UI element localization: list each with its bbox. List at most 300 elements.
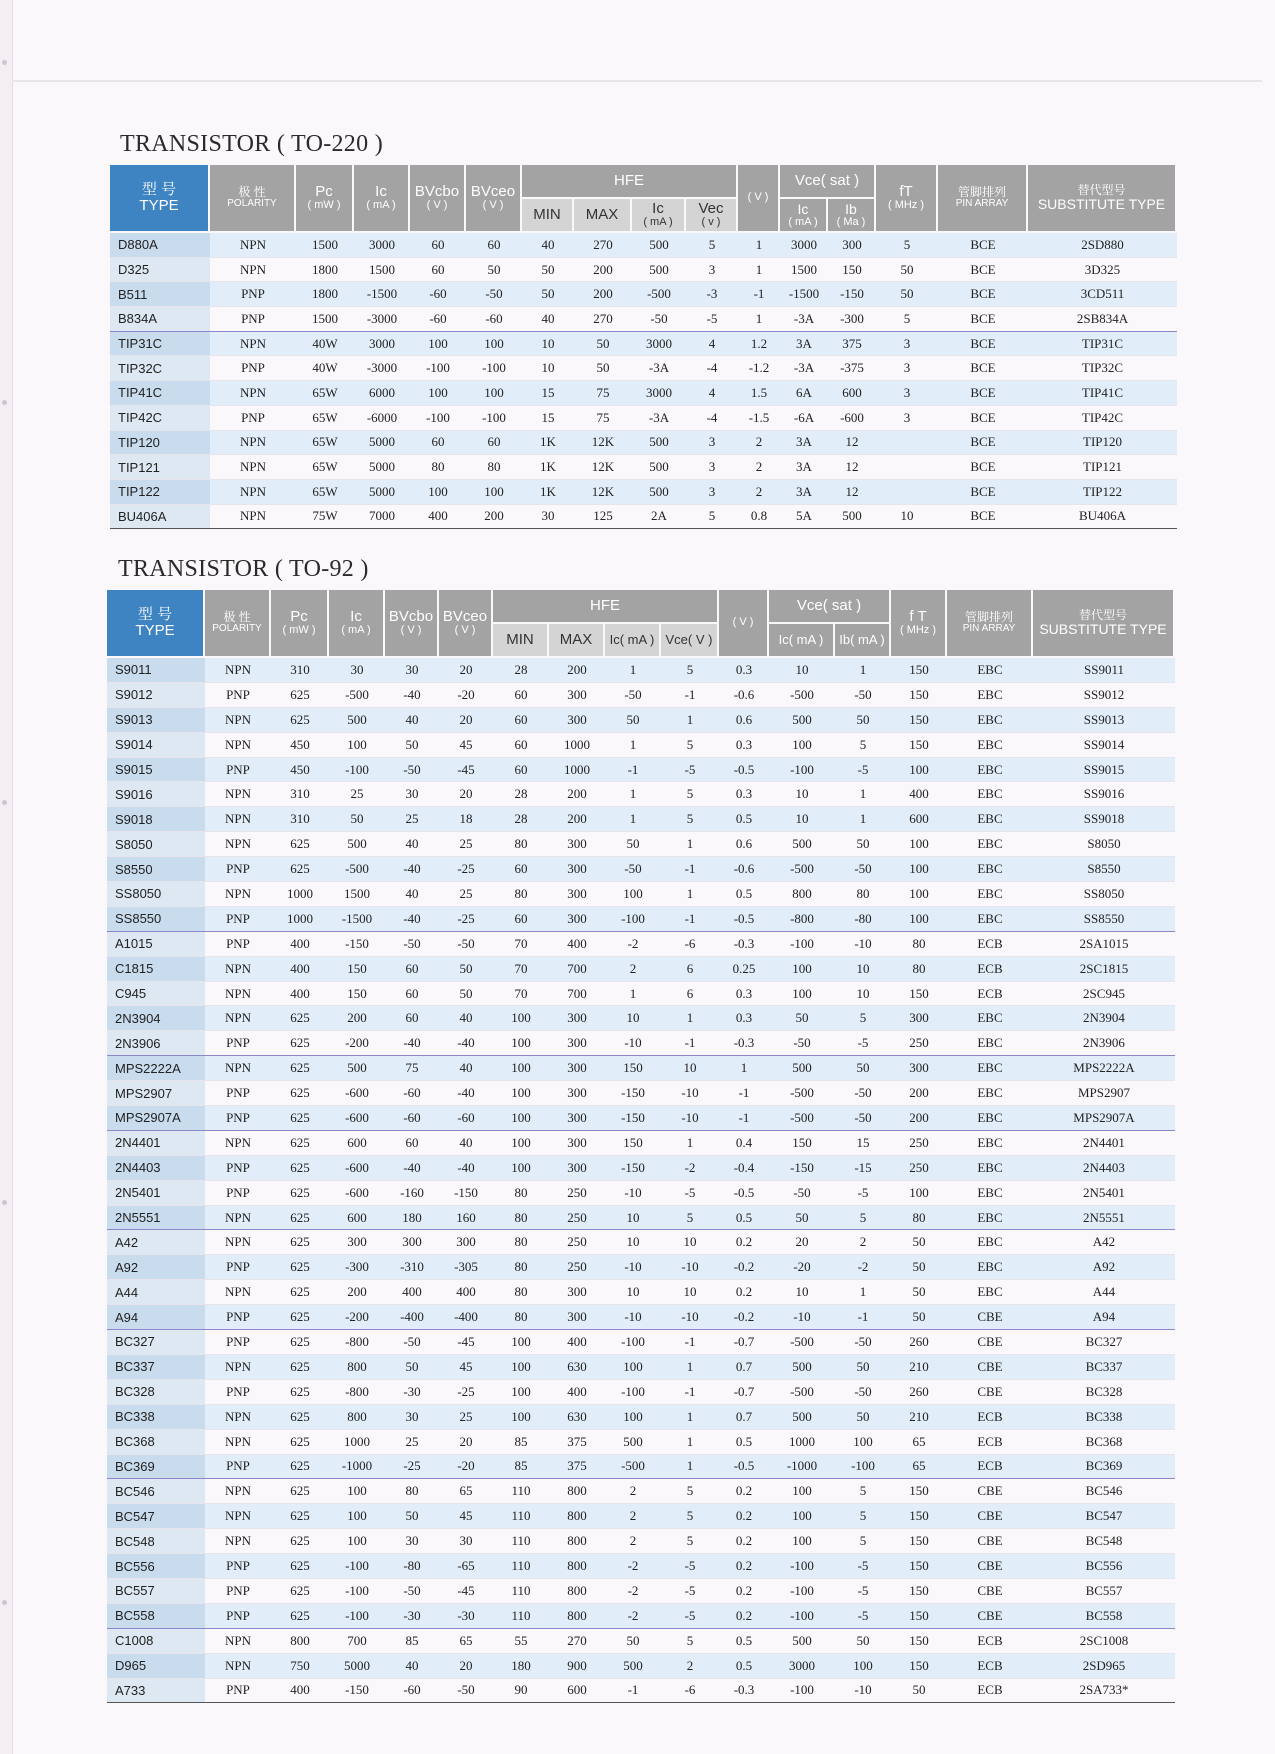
pin-array-cell: EBC (947, 907, 1033, 932)
hfe-max-cell: 125 (574, 505, 632, 530)
hfe-max-cell: 700 (549, 957, 605, 982)
vce-v-cell: -0.3 (719, 1679, 769, 1704)
ic-cell: -800 (329, 1330, 385, 1355)
type-cell: BC328 (107, 1380, 205, 1405)
ft-cell: 250 (891, 1156, 947, 1181)
ft-cell: 65 (891, 1455, 947, 1480)
hfe-max-cell: 400 (549, 1330, 605, 1355)
hfe-max-cell: 630 (549, 1405, 605, 1430)
bvcbo-cell: -30 (385, 1604, 439, 1629)
polarity-cell: NPN (210, 233, 296, 258)
bvceo-cell: -60 (466, 307, 522, 332)
hfe-max-cell: 300 (549, 1106, 605, 1131)
vce-v-cell: 0.3 (719, 1006, 769, 1031)
sat-ib-cell: -80 (835, 907, 891, 932)
hfe-max-cell: 250 (549, 1206, 605, 1231)
hfe-min-cell: 60 (493, 907, 549, 932)
pin-array-cell: EBC (947, 882, 1033, 907)
ic-cell: 100 (329, 1504, 385, 1529)
hfe-max-cell: 250 (549, 1181, 605, 1206)
pin-array-cell: CBE (947, 1380, 1033, 1405)
sat-ib-cell: 10 (835, 982, 891, 1007)
hfe-ic-cell: 500 (632, 233, 686, 258)
bvcbo-header: BVcbo ( V ) (385, 590, 439, 658)
bvceo-cell: 40 (439, 1056, 493, 1081)
pc-cell: 310 (271, 782, 329, 807)
pin-array-cell: EBC (947, 708, 1033, 733)
hfe-max-cell: 300 (549, 882, 605, 907)
polarity-cell: PNP (210, 307, 296, 332)
substitute-cell: A94 (1033, 1305, 1175, 1330)
hfe-min-cell: 15 (522, 406, 574, 431)
hfe-ic-cell: -500 (605, 1455, 661, 1480)
hfe-min-cell: 100 (493, 1405, 549, 1430)
sat-ic-cell: -100 (769, 758, 835, 783)
hfe-ic-cell: -10 (605, 1305, 661, 1330)
substitute-cell: TIP42C (1028, 406, 1177, 431)
substitute-cell: 3D325 (1028, 258, 1177, 283)
ic-cell: 100 (329, 1529, 385, 1554)
vce-v-cell: -1.5 (738, 406, 780, 431)
hfe-v-cell: 4 (686, 381, 738, 406)
bvcbo-cell: 40 (385, 1654, 439, 1679)
pin-array-cell: ECB (947, 1654, 1033, 1679)
vce-v-cell: -0.3 (719, 1031, 769, 1056)
bvcbo-cell: -30 (385, 1380, 439, 1405)
vce-v-cell: 0.3 (719, 658, 769, 683)
hfe-min-cell: 110 (493, 1554, 549, 1579)
hfe-v-cell: -5 (661, 1181, 719, 1206)
table-row (107, 1579, 1175, 1604)
vce-v-cell: 2 (738, 480, 780, 505)
hfe-ic-cell: -150 (605, 1081, 661, 1106)
type-cell: S9016 (107, 782, 205, 807)
substitute-cell: BC328 (1033, 1380, 1175, 1405)
hfe-v-cell: 1 (661, 1355, 719, 1380)
sat-ib-cell: -10 (835, 1679, 891, 1704)
hfe-v-cell: 5 (661, 733, 719, 758)
ft-cell: 5 (876, 307, 938, 332)
hfe-max-cell: 800 (549, 1579, 605, 1604)
hfe-max-cell: 75 (574, 381, 632, 406)
hfe-max-cell: 800 (549, 1554, 605, 1579)
type-cell: A92 (107, 1255, 205, 1280)
to220-table-body (110, 233, 1177, 529)
table-row (107, 1455, 1175, 1480)
hfe-min-cell: 110 (493, 1604, 549, 1629)
bvcbo-cell: 80 (410, 455, 466, 480)
pc-cell: 625 (271, 683, 329, 708)
pin-array-cell: EBC (947, 1031, 1033, 1056)
hfe-min-header: MIN (493, 624, 549, 658)
bvcbo-cell: -40 (385, 1031, 439, 1056)
pc-cell: 625 (271, 857, 329, 882)
to220-spec-table (110, 165, 1177, 529)
hfe-ic-cell: -10 (605, 1255, 661, 1280)
type-cell: 2N3906 (107, 1031, 205, 1056)
bvcbo-cell: -40 (385, 683, 439, 708)
pc-cell: 625 (271, 1131, 329, 1156)
type-cell: BC556 (107, 1554, 205, 1579)
hfe-max-cell: 75 (574, 406, 632, 431)
polarity-cell: NPN (210, 258, 296, 283)
type-cell: D325 (110, 258, 210, 283)
substitute-cell: BC547 (1033, 1504, 1175, 1529)
pin-array-cell: BCE (938, 431, 1028, 456)
sat-ib-cell: -2 (835, 1255, 891, 1280)
pin-array-cell: EBC (947, 807, 1033, 832)
sat-ib-header: Ib( mA ) (835, 624, 891, 658)
sat-ic-cell: 50 (769, 1006, 835, 1031)
bvcbo-cell: -160 (385, 1181, 439, 1206)
polarity-cell: PNP (205, 1255, 271, 1280)
bvceo-cell: 60 (466, 431, 522, 456)
ft-cell: 300 (891, 1006, 947, 1031)
to92-table-body (107, 658, 1175, 1703)
substitute-cell: BC546 (1033, 1479, 1175, 1504)
table-row (107, 1629, 1175, 1654)
polarity-cell: NPN (205, 658, 271, 683)
polarity-cell: PNP (205, 1081, 271, 1106)
hfe-ic-cell: 100 (605, 1355, 661, 1380)
table-row (110, 282, 1177, 307)
ft-cell: 250 (891, 1031, 947, 1056)
table-row (110, 431, 1177, 456)
pc-cell: 625 (271, 1006, 329, 1031)
sat-ib-cell: 100 (835, 1430, 891, 1455)
vce-v-cell: 0.2 (719, 1554, 769, 1579)
sat-ic-cell: 6A (780, 381, 828, 406)
type-cell: TIP42C (110, 406, 210, 431)
polarity-cell: PNP (210, 356, 296, 381)
sat-ic-cell: -150 (769, 1156, 835, 1181)
type-cell: S9013 (107, 708, 205, 733)
hfe-ic-cell: 500 (605, 1430, 661, 1455)
table-row (107, 807, 1175, 832)
hfe-min-cell: 80 (493, 1280, 549, 1305)
type-cell: 2N5401 (107, 1181, 205, 1206)
ft-cell: 65 (891, 1430, 947, 1455)
hfe-ic-cell: 150 (605, 1056, 661, 1081)
bvceo-cell: -100 (466, 406, 522, 431)
bvcbo-cell: -60 (410, 282, 466, 307)
pin-array-cell: EBC (947, 758, 1033, 783)
vce-v-cell: 1 (738, 233, 780, 258)
ic-cell: -200 (329, 1305, 385, 1330)
sat-ib-cell: -50 (835, 1081, 891, 1106)
pc-cell: 625 (271, 1380, 329, 1405)
hfe-header: HFE (493, 590, 719, 624)
hfe-ic-cell: 2 (605, 1504, 661, 1529)
sat-ic-cell: -500 (769, 683, 835, 708)
hfe-v-cell: 5 (686, 505, 738, 530)
hfe-min-cell: 28 (493, 658, 549, 683)
type-cell: 2N4403 (107, 1156, 205, 1181)
pc-cell: 625 (271, 1255, 329, 1280)
hfe-min-cell: 60 (493, 708, 549, 733)
hfe-ic-cell: 10 (605, 1006, 661, 1031)
hfe-min-cell: 1K (522, 431, 574, 456)
hfe-min-cell: 180 (493, 1654, 549, 1679)
pin-array-cell: BCE (938, 480, 1028, 505)
ic-cell: 200 (329, 1280, 385, 1305)
type-cell: SS8050 (107, 882, 205, 907)
ic-cell: 300 (329, 1230, 385, 1255)
type-cell: S9012 (107, 683, 205, 708)
ic-cell: 1500 (329, 882, 385, 907)
hfe-max-cell: 12K (574, 480, 632, 505)
sat-ib-cell: 50 (835, 1405, 891, 1430)
polarity-cell: NPN (205, 982, 271, 1007)
polarity-header: 极 性 POLARITY (210, 165, 296, 233)
polarity-cell: NPN (205, 708, 271, 733)
hfe-min-cell: 1K (522, 480, 574, 505)
bvceo-cell: 100 (466, 381, 522, 406)
hfe-ic-cell: -3A (632, 356, 686, 381)
type-cell: TIP121 (110, 455, 210, 480)
binding-hole (2, 1600, 7, 1605)
pc-cell: 1500 (296, 307, 354, 332)
substitute-cell: 2N3906 (1033, 1031, 1175, 1056)
substitute-cell: BC327 (1033, 1330, 1175, 1355)
polarity-cell: NPN (210, 455, 296, 480)
bvceo-cell: -25 (439, 907, 493, 932)
hfe-min-cell: 50 (522, 282, 574, 307)
sat-ic-cell: 100 (769, 1529, 835, 1554)
sat-ib-cell: 1 (835, 807, 891, 832)
hfe-v-cell: 1 (661, 1455, 719, 1480)
ic-cell: 700 (329, 1629, 385, 1654)
hfe-ic-cell: -3A (632, 406, 686, 431)
ft-cell: 260 (891, 1380, 947, 1405)
type-cell: C1815 (107, 957, 205, 982)
sat-ib-cell: 1 (835, 782, 891, 807)
sat-ic-cell: 10 (769, 658, 835, 683)
hfe-v-cell: -1 (661, 1031, 719, 1056)
bvceo-cell: 100 (466, 332, 522, 357)
to220-title: TRANSISTOR ( TO-220 ) (120, 131, 383, 157)
vce-v-cell: -0.6 (719, 683, 769, 708)
bvcbo-cell: 40 (385, 708, 439, 733)
type-cell: B834A (110, 307, 210, 332)
type-cell: A1015 (107, 932, 205, 957)
vce-v-cell: 0.5 (719, 1206, 769, 1231)
bvceo-cell: -20 (439, 683, 493, 708)
hfe-v-cell: -1 (661, 857, 719, 882)
bvceo-cell: 45 (439, 733, 493, 758)
vce-v-cell: 0.5 (719, 1654, 769, 1679)
pin-array-cell: ECB (947, 1405, 1033, 1430)
sat-ib-cell: 50 (835, 1629, 891, 1654)
vce-v-cell: -0.2 (719, 1255, 769, 1280)
vce-v-cell: 0.2 (719, 1529, 769, 1554)
pin-array-cell: CBE (947, 1579, 1033, 1604)
type-cell: S9011 (107, 658, 205, 683)
type-cell: S9015 (107, 758, 205, 783)
substitute-cell: MPS2907A (1033, 1106, 1175, 1131)
polarity-cell: NPN (205, 1056, 271, 1081)
substitute-cell: 2N4401 (1033, 1131, 1175, 1156)
ic-cell: 5000 (354, 480, 410, 505)
sat-ib-cell: 1 (835, 1280, 891, 1305)
polarity-cell: NPN (205, 1405, 271, 1430)
hfe-v-cell: 6 (661, 957, 719, 982)
bvcbo-cell: -40 (385, 857, 439, 882)
pin-array-cell: EBC (947, 1230, 1033, 1255)
bvceo-cell: 20 (439, 1654, 493, 1679)
ic-cell: -150 (329, 932, 385, 957)
vce-v-cell: 0.2 (719, 1280, 769, 1305)
sat-ic-cell: 5A (780, 505, 828, 530)
pc-cell: 625 (271, 1455, 329, 1480)
pin-array-cell: EBC (947, 1255, 1033, 1280)
ic-cell: -100 (329, 1579, 385, 1604)
substitute-cell: 2SA733* (1033, 1679, 1175, 1704)
hfe-v-cell: 3 (686, 431, 738, 456)
sat-ib-cell: -50 (835, 1106, 891, 1131)
substitute-cell: A44 (1033, 1280, 1175, 1305)
pin-array-cell: BCE (938, 406, 1028, 431)
ic-cell: -500 (329, 683, 385, 708)
pc-cell: 65W (296, 455, 354, 480)
hfe-v-cell: 5 (686, 233, 738, 258)
ic-cell: -300 (329, 1255, 385, 1280)
vce-v-cell: 0.3 (719, 782, 769, 807)
polarity-cell: PNP (205, 1455, 271, 1480)
sat-ib-cell: -50 (835, 683, 891, 708)
pin-array-cell: EBC (947, 1206, 1033, 1231)
pc-cell: 310 (271, 807, 329, 832)
table-row (107, 1006, 1175, 1031)
bvceo-cell: 100 (466, 480, 522, 505)
polarity-cell: PNP (205, 1579, 271, 1604)
bvcbo-cell: 25 (385, 807, 439, 832)
hfe-ic-cell: 50 (605, 1629, 661, 1654)
pc-cell: 625 (271, 832, 329, 857)
pc-cell: 625 (271, 1504, 329, 1529)
hfe-min-cell: 40 (522, 233, 574, 258)
ic-cell: 50 (329, 807, 385, 832)
pin-array-cell: EBC (947, 1280, 1033, 1305)
substitute-cell: 2N3904 (1033, 1006, 1175, 1031)
bvcbo-cell: 50 (385, 733, 439, 758)
hfe-max-cell: 50 (574, 356, 632, 381)
hfe-min-cell: 60 (493, 733, 549, 758)
substitute-cell: BC368 (1033, 1430, 1175, 1455)
hfe-ic-cell: -150 (605, 1156, 661, 1181)
bvcbo-cell: 180 (385, 1206, 439, 1231)
table-row (107, 957, 1175, 982)
sat-ib-cell: 12 (828, 455, 876, 480)
sat-ic-cell: 10 (769, 1280, 835, 1305)
hfe-min-cell: 28 (493, 782, 549, 807)
hfe-ic-cell: -50 (605, 683, 661, 708)
ft-cell: 100 (891, 832, 947, 857)
hfe-ic-cell: -100 (605, 907, 661, 932)
bvcbo-cell: 30 (385, 1405, 439, 1430)
vce-v-cell: -0.6 (719, 857, 769, 882)
bvceo-cell: 40 (439, 1131, 493, 1156)
type-cell: A42 (107, 1230, 205, 1255)
ft-cell: 10 (876, 505, 938, 530)
type-cell: D965 (107, 1654, 205, 1679)
substitute-cell: TIP120 (1028, 431, 1177, 456)
bvceo-cell: -45 (439, 758, 493, 783)
hfe-v-cell: 5 (661, 1504, 719, 1529)
hfe-max-cell: 200 (574, 282, 632, 307)
type-cell: D880A (110, 233, 210, 258)
hfe-ic-cell: 3000 (632, 381, 686, 406)
ic-cell: -500 (329, 857, 385, 882)
sat-ic-header: Ic ( mA ) (780, 199, 828, 233)
hfe-max-cell: 200 (549, 658, 605, 683)
type-cell: BC338 (107, 1405, 205, 1430)
vce-v-cell: 0.2 (719, 1504, 769, 1529)
ft-cell: 3 (876, 406, 938, 431)
pin-array-cell: CBE (947, 1504, 1033, 1529)
hfe-ic-cell: 50 (605, 832, 661, 857)
table-row (110, 480, 1177, 505)
vce-v-cell: -0.3 (719, 932, 769, 957)
ic-cell: -600 (329, 1081, 385, 1106)
sat-ib-cell: -5 (835, 1181, 891, 1206)
hfe-ic-cell: 100 (605, 1405, 661, 1430)
sat-ib-cell: 10 (835, 957, 891, 982)
type-cell: SS8550 (107, 907, 205, 932)
hfe-max-cell: 300 (549, 1156, 605, 1181)
ic-cell: 150 (329, 982, 385, 1007)
hfe-min-cell: 100 (493, 1330, 549, 1355)
ic-header: Ic ( mA ) (329, 590, 385, 658)
page-binding-strip (0, 0, 13, 1754)
sat-ib-cell: -1 (835, 1305, 891, 1330)
pin-array-cell: EBC (947, 1156, 1033, 1181)
table-row (107, 1679, 1175, 1704)
vce-v-cell: 0.2 (719, 1479, 769, 1504)
bvceo-cell: -40 (439, 1081, 493, 1106)
vce-v-cell: 0.3 (719, 733, 769, 758)
bvceo-cell: 400 (439, 1280, 493, 1305)
type-cell: BC337 (107, 1355, 205, 1380)
hfe-min-cell: 80 (493, 1255, 549, 1280)
hfe-vce-header: Vce( V ) (661, 624, 719, 658)
sat-ic-cell: 500 (769, 708, 835, 733)
substitute-cell: BC337 (1033, 1355, 1175, 1380)
ic-cell: -6000 (354, 406, 410, 431)
ft-cell (876, 431, 938, 456)
sat-ic-cell: -20 (769, 1255, 835, 1280)
ft-cell: 150 (891, 1654, 947, 1679)
pc-cell: 310 (271, 658, 329, 683)
sat-ic-cell: -1500 (780, 282, 828, 307)
sat-ib-cell: 300 (828, 233, 876, 258)
sat-ib-cell: 150 (828, 258, 876, 283)
pc-header: Pc ( mW ) (271, 590, 329, 658)
ic-cell: 5000 (354, 431, 410, 456)
sat-ib-cell: 12 (828, 431, 876, 456)
table-row (110, 455, 1177, 480)
pin-array-cell: EBC (947, 733, 1033, 758)
ic-cell: -600 (329, 1156, 385, 1181)
vce-v-cell: -0.4 (719, 1156, 769, 1181)
polarity-cell: PNP (205, 1181, 271, 1206)
bvcbo-cell: -40 (385, 907, 439, 932)
ic-cell: 500 (329, 708, 385, 733)
pin-array-cell: ECB (947, 1679, 1033, 1704)
substitute-cell: S8550 (1033, 857, 1175, 882)
bvcbo-cell: 400 (385, 1280, 439, 1305)
table-row (107, 1206, 1175, 1231)
